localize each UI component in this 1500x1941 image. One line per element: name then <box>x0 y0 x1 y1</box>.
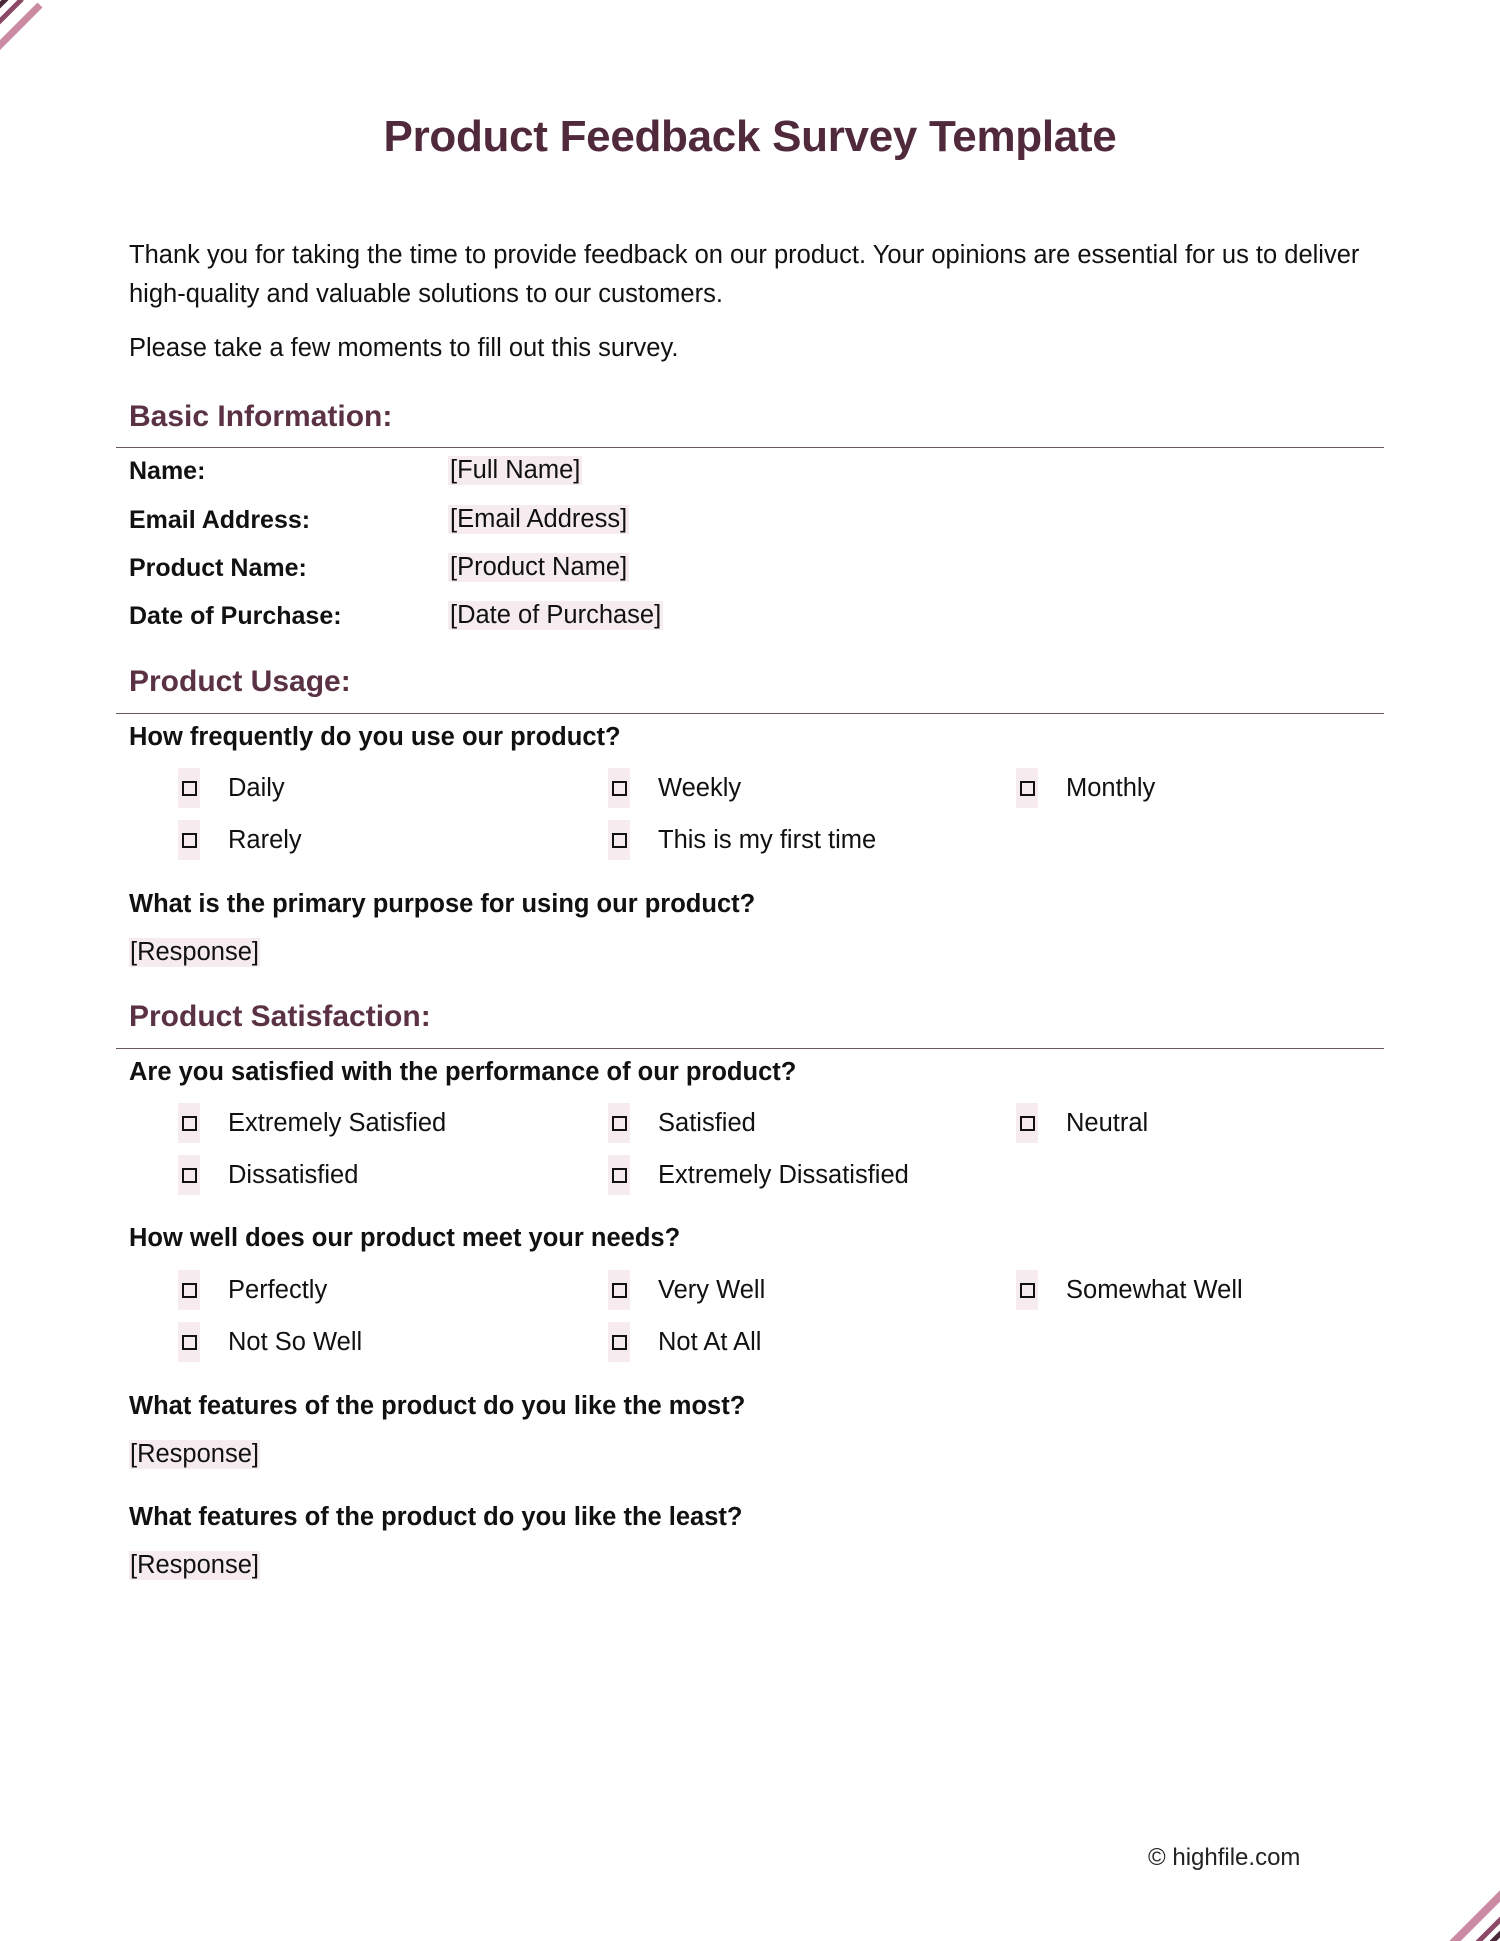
question-performance: Are you satisfied with the performance of our product? <box>129 1058 797 1086</box>
footer-copyright: © highfile.com <box>1148 1844 1301 1871</box>
field-label-email: Email Address: <box>129 506 311 534</box>
primary-purpose-response-field[interactable]: [Response] <box>130 938 259 966</box>
option-label: Daily <box>228 773 285 802</box>
decorative-corner-stripes-icon <box>0 0 60 60</box>
option-label: Not So Well <box>228 1327 363 1356</box>
product-name-field[interactable]: [Product Name] <box>450 553 628 581</box>
section-divider <box>116 1048 1384 1049</box>
option-label: Somewhat Well <box>1066 1275 1243 1304</box>
checkbox[interactable] <box>1016 1103 1038 1143</box>
option-perfectly[interactable] <box>178 1270 327 1310</box>
option-not-at-all[interactable] <box>608 1322 761 1362</box>
checkbox-icon <box>612 781 627 796</box>
question-meet-needs: How well does our product meet your needs? <box>129 1224 681 1252</box>
checkbox[interactable] <box>608 1155 630 1195</box>
checkbox[interactable] <box>608 1270 630 1310</box>
option-label: Weekly <box>658 773 742 802</box>
checkbox-icon <box>182 1335 197 1350</box>
checkbox[interactable] <box>178 1103 200 1143</box>
checkbox-icon <box>182 781 197 796</box>
option-extremely-satisfied[interactable] <box>178 1103 446 1143</box>
section-heading-product-usage: Product Usage: <box>129 665 351 698</box>
checkbox[interactable] <box>178 1155 200 1195</box>
intro-paragraph: Thank you for taking the time to provide feedback on our product. Your opinions are essential for us to deliver high-quality and valuable solutions to our customers. <box>129 241 1360 308</box>
option-label: Very Well <box>658 1275 766 1304</box>
option-label: Rarely <box>228 825 302 854</box>
option-weekly[interactable] <box>608 768 741 808</box>
checkbox-icon <box>612 1116 627 1131</box>
checkbox[interactable] <box>178 1322 200 1362</box>
section-divider <box>116 713 1384 714</box>
like-most-response-field[interactable]: [Response] <box>130 1440 259 1468</box>
page-title: Product Feedback Survey Template <box>383 112 1117 161</box>
field-label-name: Name: <box>129 457 206 485</box>
question-frequency: How frequently do you use our product? <box>129 723 621 751</box>
option-daily[interactable] <box>178 768 285 808</box>
checkbox-icon <box>612 833 627 848</box>
checkbox[interactable] <box>608 820 630 860</box>
checkbox-icon <box>182 1168 197 1183</box>
option-label: Satisfied <box>658 1108 756 1137</box>
option-label: Not At All <box>658 1327 762 1356</box>
option-first-time[interactable] <box>608 820 876 860</box>
checkbox[interactable] <box>1016 1270 1038 1310</box>
checkbox-icon <box>182 833 197 848</box>
checkbox[interactable] <box>178 768 200 808</box>
checkbox-icon <box>1020 1116 1035 1131</box>
option-extremely-dissatisfied[interactable] <box>608 1155 909 1195</box>
date-of-purchase-field[interactable]: [Date of Purchase] <box>450 601 662 629</box>
checkbox-icon <box>182 1283 197 1298</box>
like-least-response-field[interactable]: [Response] <box>130 1551 259 1579</box>
section-heading-basic-information: Basic Information: <box>129 400 393 433</box>
field-label-product-name: Product Name: <box>129 554 307 582</box>
option-satisfied[interactable] <box>608 1103 756 1143</box>
option-neutral[interactable] <box>1016 1103 1148 1143</box>
option-label: Perfectly <box>228 1275 328 1304</box>
email-field[interactable]: [Email Address] <box>450 505 628 533</box>
option-label: Extremely Satisfied <box>228 1108 447 1137</box>
option-dissatisfied[interactable] <box>178 1155 358 1195</box>
question-like-least: What features of the product do you like the least? <box>129 1503 743 1531</box>
checkbox-icon <box>612 1168 627 1183</box>
name-field[interactable]: [Full Name] <box>450 456 581 484</box>
option-rarely[interactable] <box>178 820 302 860</box>
checkbox[interactable] <box>178 1270 200 1310</box>
checkbox[interactable] <box>1016 768 1038 808</box>
decorative-corner-stripes-icon <box>1440 1881 1500 1941</box>
section-divider <box>116 447 1384 448</box>
checkbox-icon <box>182 1116 197 1131</box>
option-label: Neutral <box>1066 1108 1149 1137</box>
option-label: This is my first time <box>658 825 877 854</box>
field-label-date-of-purchase: Date of Purchase: <box>129 602 342 630</box>
option-label: Dissatisfied <box>228 1160 359 1189</box>
checkbox-icon <box>612 1283 627 1298</box>
option-very-well[interactable] <box>608 1270 765 1310</box>
option-label: Monthly <box>1066 773 1156 802</box>
option-somewhat-well[interactable] <box>1016 1270 1243 1310</box>
checkbox-icon <box>1020 1283 1035 1298</box>
checkbox[interactable] <box>608 1322 630 1362</box>
question-primary-purpose: What is the primary purpose for using our product? <box>129 890 756 918</box>
checkbox[interactable] <box>608 1103 630 1143</box>
question-like-most: What features of the product do you like the most? <box>129 1392 746 1420</box>
checkbox[interactable] <box>178 820 200 860</box>
checkbox-icon <box>1020 781 1035 796</box>
option-monthly[interactable] <box>1016 768 1155 808</box>
option-not-so-well[interactable] <box>178 1322 362 1362</box>
option-label: Extremely Dissatisfied <box>658 1160 909 1189</box>
intro-instruction: Please take a few moments to fill out this survey. <box>129 334 679 362</box>
checkbox[interactable] <box>608 768 630 808</box>
section-heading-product-satisfaction: Product Satisfaction: <box>129 1000 431 1033</box>
checkbox-icon <box>612 1335 627 1350</box>
